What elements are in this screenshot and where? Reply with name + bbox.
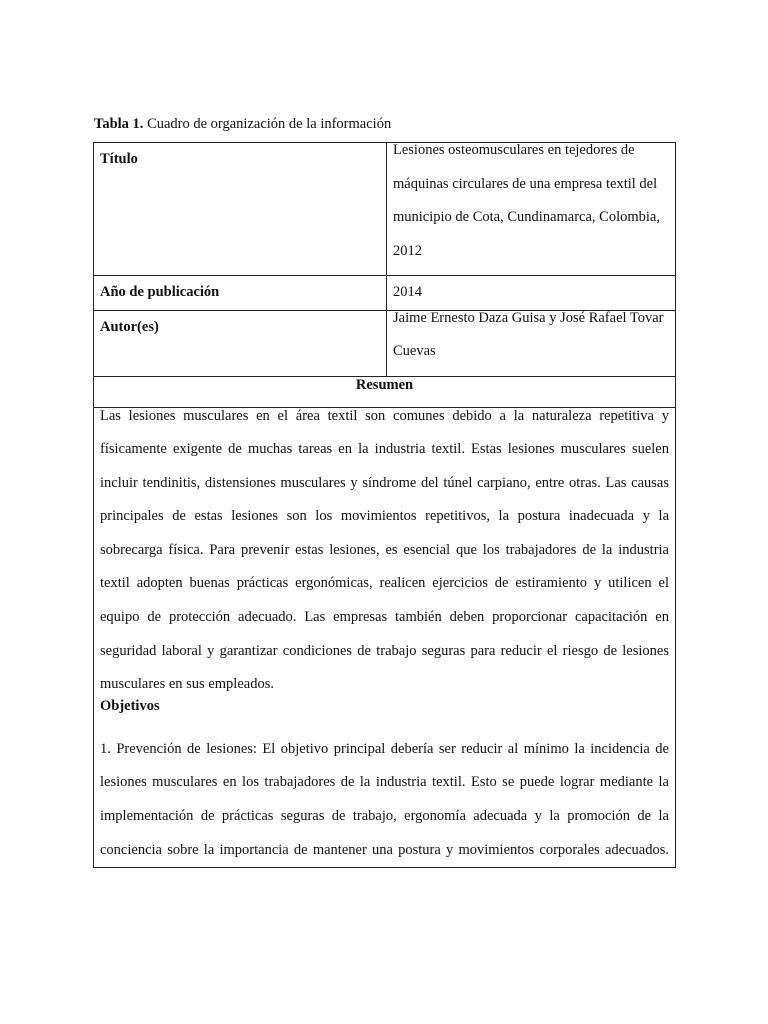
title-value: Lesiones osteomusculares en tejedores de máquinas circulares de una empresa textil del municipio de Cota, Cundinamarca, Colombia, 2012 [393, 142, 660, 259]
title-value-cell [387, 143, 676, 276]
authors-value-cell [387, 310, 676, 376]
objective-item-1: 1. Prevención de lesiones: El objetivo principal debería ser reducir al mínimo la incidencia de lesiones musculares en los trabajadores de la industria textil. Esto se puede lograr mediante la implementación de prácticas seguras de trabajo, ergonomía adecuada y la promoción de la conciencia sobre la importancia de mantener una postura y movimientos corporales adecuados. [100, 740, 669, 858]
summary-body-cell [94, 407, 676, 868]
summary-text: Las lesiones musculares en el área textil son comunes debido a la naturaleza repetitiva y físicamente exigente de muchas tareas en la industria textil. Estas lesiones musculares suelen incluir tendinitis, distensiones musculares y síndrome del túnel carpiano, entre otras. Las causas principales de estas lesiones son los movimientos repetitivos, la postura inadecuada y la sobrecarga física. Para prevenir estas lesiones, es esencial que los trabajadores de la industria textil adopten buenas prácticas ergonómicas, realicen ejercicios de estiramiento y utilicen el equipo de protección adecuado. Las empresas también deben proporcionar capacitación en seguridad laboral y garantizar condiciones de trabajo seguras para reducir el riesgo de lesiones musculares en sus empleados. [100, 407, 669, 693]
table-caption-text: Cuadro de organización de la información [143, 116, 392, 132]
year-label: Año de publicación [94, 276, 387, 311]
table-row-authors [94, 310, 676, 376]
authors-label: Autor(es) [94, 310, 387, 376]
title-label: Título [94, 143, 387, 276]
table-row-title [94, 143, 676, 276]
table-caption [94, 115, 391, 133]
info-table [93, 142, 676, 868]
objectives-heading: Objetivos [100, 697, 160, 714]
table-caption-label: Tabla 1. [94, 116, 144, 132]
summary-heading: Resumen [94, 376, 676, 407]
year-value: 2014 [387, 276, 676, 311]
authors-value: Jaime Ernesto Daza Guisa y José Rafael Tovar Cuevas [393, 309, 664, 359]
table-row-summary-body [94, 407, 676, 868]
